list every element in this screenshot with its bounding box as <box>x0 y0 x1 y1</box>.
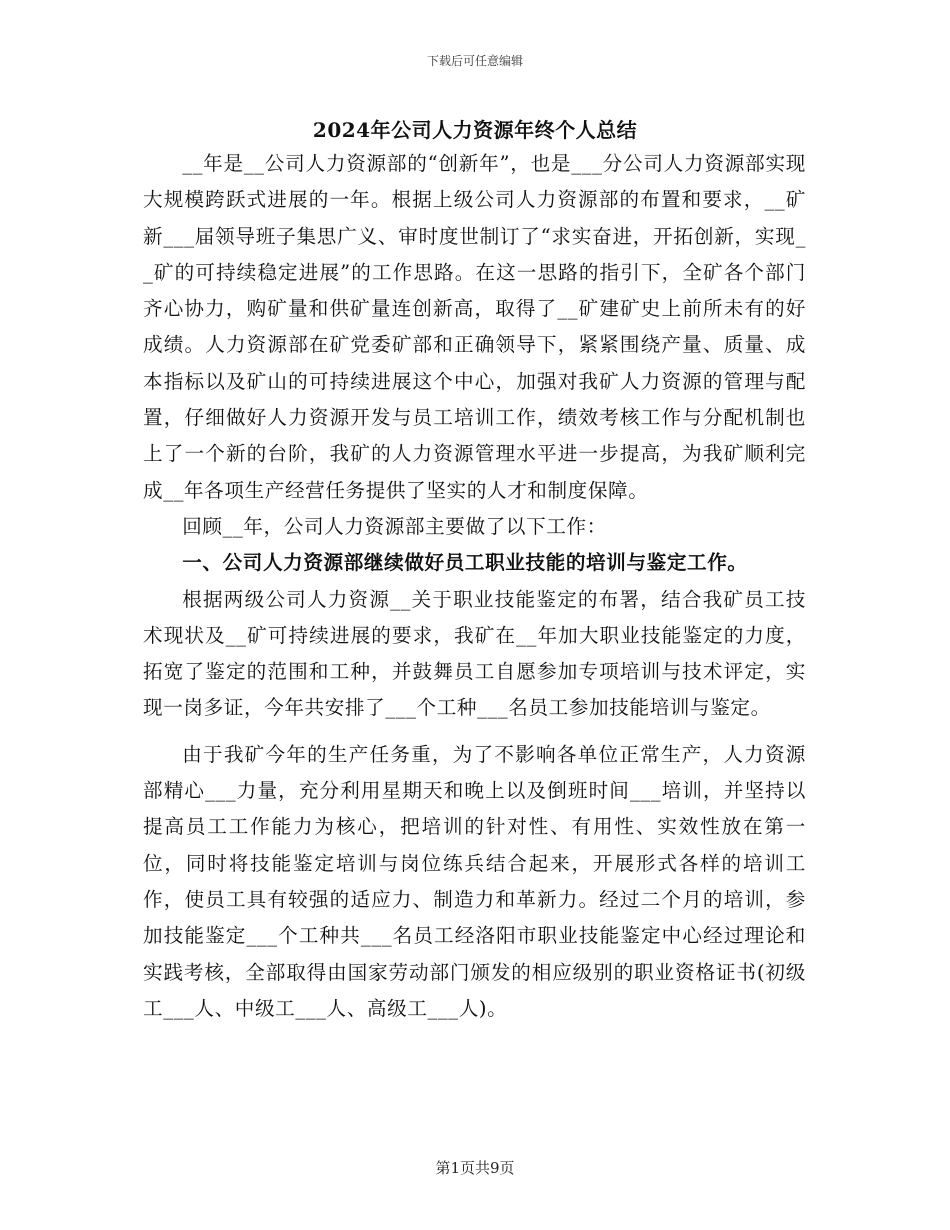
section-heading-1: 一、公司人力资源部继续做好员工职业技能的培训与鉴定工作。 <box>182 551 748 575</box>
schedule-paragraph: 由于我矿今年的生产任务重，为了不影响各单位正常生产，人力资源部精心___力量，充分利用星期天和晚上以及倒班时间___培训，并坚持以提高员工工作能力为核心，把培训的针对性、有用性、实效性放在第一位，同时将技能鉴定培训与岗位练兵结合起来，开展形式各样的培训工作，使员工具有较强的适应力、制造力和革新力。经过二个月的培训，参加技能鉴定___个工种共___名员工经洛阳市职业技能鉴定中心经过理论和实践考核，全部取得由国家劳动部门颁发的相应级别的职业资格证书(初级工___人、中级工___人、高级工___人)。 <box>143 742 806 1020</box>
intro-paragraph: __年是__公司人力资源部的“创新年”，也是___分公司人力资源部实现大规模跨跃式进展的一年。根据上级公司人力资源部的布置和要求，__矿新___届领导班子集思广义、审时度世制订了“求实奋进，开拓创新，实现__矿的可持续稳定进展”的工作思路。在这一思路的指引下，全矿各个部门齐心协力，购矿量和供矿量连创新高，取得了__矿建矿史上前所未有的好成绩。人力资源部在矿党委矿部和正确领导下，紧紧围绕产量、质量、成本指标以及矿山的可持续进展这个中心，加强对我矿人力资源的管理与配置，仔细做好人力资源开发与员工培训工作，绩效考核工作与分配机制也上了一个新的台阶，我矿的人力资源管理水平进一步提高，为我矿顺利完成__年各项生产经营任务提供了坚实的人才和制度保障。 <box>143 152 806 502</box>
document-title: 2024年公司人力资源年终个人总结 <box>312 118 638 142</box>
training-paragraph: 根据两级公司人力资源__关于职业技能鉴定的布署，结合我矿员工技术现状及__矿可持续进展的要求，我矿在__年加大职业技能鉴定的力度，拓宽了鉴定的范围和工种，并鼓舞员工自愿参加专项培训与技术评定，实现一岗多证，今年共安排了___个工种___名员工参加技能培训与鉴定。 <box>143 587 806 720</box>
document-body <box>143 146 806 1027</box>
page-number: 第1页共9页 <box>435 1159 515 1177</box>
page-header-note: 下载后可任意编辑 <box>426 54 523 68</box>
review-paragraph: 回顾__年，公司人力资源部主要做了以下工作： <box>182 514 607 538</box>
